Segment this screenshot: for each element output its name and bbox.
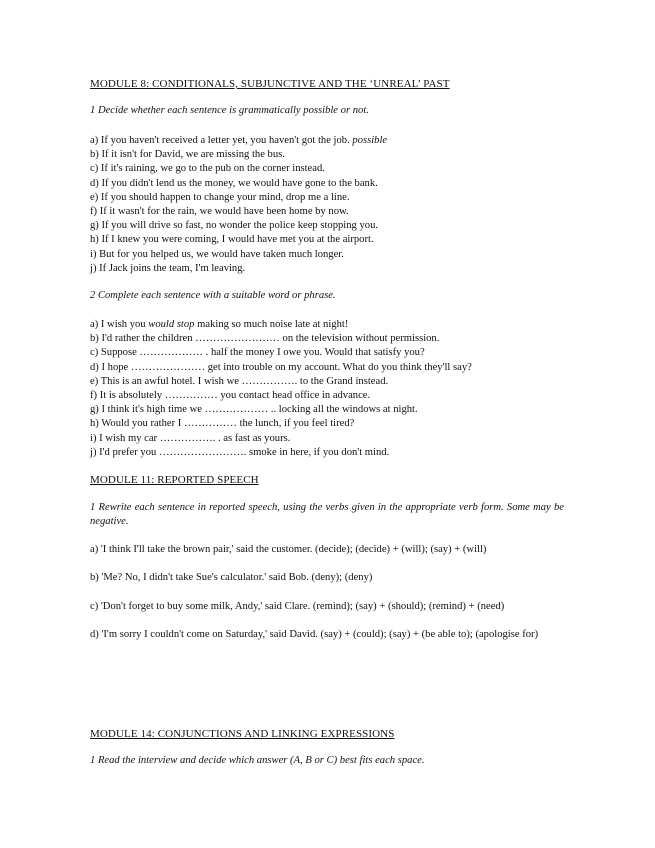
list-item: e) This is an awful hotel. I wish we ……………. to the Grand instead. [90,375,389,387]
list-item: d) I hope ………………… get into trouble on my account. What do you think they'll say? [90,361,472,373]
list-item: d) If you didn't lend us the money, we would have gone to the bank. [90,177,378,189]
list-item: b) If it isn't for David, we are missing the bus. [90,149,285,161]
module-8-exercise-1-instruction: 1 Decide whether each sentence is grammatically possible or not. [90,105,369,116]
module-8-heading: MODULE 8: CONDITIONALS, SUBJUNCTIVE AND THE ‘UNREAL’ PAST [90,78,450,90]
reported-speech-item-a: a) 'I think I'll take the brown pair,' said the customer. (decide); (decide) + (will); (say) + (will) [90,544,487,555]
module-11-heading: MODULE 11: REPORTED SPEECH [90,474,259,486]
module-8-exercise-2-instruction: 2 Complete each sentence with a suitable word or phrase. [90,290,336,301]
list-item: c) Suppose ……………… . half the money I owe you. Would that satisfy you? [90,347,425,359]
module-8-exercise-2-list [90,318,472,460]
list-item: f) It is absolutely …………… you contact head office in advance. [90,389,371,401]
module-14-heading: MODULE 14: CONJUNCTIONS AND LINKING EXPRESSIONS [90,728,395,740]
list-item: i) But for you helped us, we would have taken much longer. [90,248,344,260]
list-item: g) If you will drive so fast, no wonder the police keep stopping you. [90,220,379,232]
module-14-exercise-1-instruction: 1 Read the interview and decide which answer (A, B or C) best fits each space. [90,755,425,766]
reported-speech-item-d: d) 'I'm sorry I couldn't come on Saturday,' said David. (say) + (could); (say) + (be able to); (apologise for) [90,629,539,640]
list-item: b) I'd rather the children …………………… on the television without permission. [90,333,440,345]
list-item: a) I wish you would stop making so much noise late at night! [90,319,349,330]
example-answer: possible [352,135,388,146]
module-8-exercise-1-list [90,134,387,276]
reported-speech-item-b: b) 'Me? No, I didn't take Sue's calculator.' said Bob. (deny); (deny) [90,572,373,583]
list-item: e) If you should happen to change your mind, drop me a line. [90,191,350,203]
module-11-exercise-1-instruction: 1 Rewrite each sentence in reported speech, using the verbs given in the appropriate verb form. Some may be negative. [90,502,564,527]
list-item: j) If Jack joins the team, I'm leaving. [90,262,246,274]
example-answer: would stop [148,319,195,330]
list-item: g) I think it's high time we ……………… .. locking all the windows at night. [90,404,418,416]
list-item: h) Would you rather I …………… the lunch, if you feel tired? [90,418,355,430]
list-item: f) If it wasn't for the rain, we would have been home by now. [90,205,349,217]
list-item: h) If I knew you were coming, I would have met you at the airport. [90,234,374,246]
list-item: a) If you haven't received a letter yet, you haven't got the job. possible [90,135,388,146]
list-item: c) If it's raining, we go to the pub on the corner instead. [90,163,325,175]
list-item: j) I'd prefer you ……………………. smoke in here, if you don't mind. [90,446,390,458]
reported-speech-item-c: c) 'Don't forget to buy some milk, Andy,' said Clare. (remind); (say) + (should); (remind) + (need) [90,601,505,612]
list-item: i) I wish my car ……………. . as fast as yours. [90,432,291,444]
